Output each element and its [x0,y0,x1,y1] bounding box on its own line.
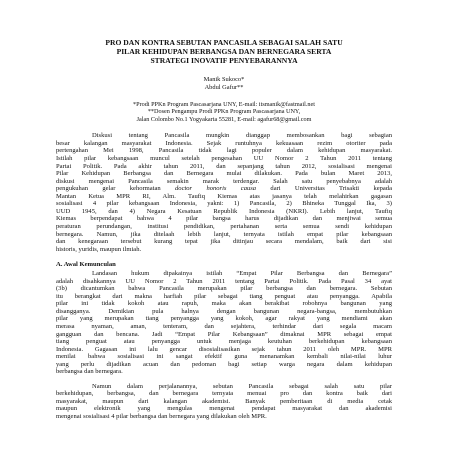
paragraph-line: itu berangkat dari makna harfiah pilar sebagai tiang penguat atau penyangga. Apabila [56,292,392,300]
paragraph-line: menilai bahwa sosialisasi ini sangat efektif guna menanamkan kembali nilai-nilai luhur [56,353,392,361]
section-heading: A. Awal Kemunculan [56,261,116,269]
paragraph-line: tiang penguat atau penyangga untuk menjaga keutuhan berkehidupan kebangsaan [56,338,392,346]
paragraph-line: (3b) dicantumkan bahwa Pancasila merupakan pilar berbangsa dan bernegara. Sebutan [56,285,392,293]
paragraph-line: pilar yang merupakan tiang penyangga yang kokoh, agar rakyat yang mendiami akan [56,315,392,323]
paragraph-line: Namun dalam perjalanannya, sebutan Pancasila sebagai salah satu pilar [92,382,392,390]
body-paragraph [56,383,392,421]
author-name: Manik Sukoco* [203,75,245,83]
affiliation-line: *Prodi PPKn Program Pascasarjana UNY, E-mail: itsmanik@fastmail.net [133,100,315,108]
paragraph-line: dan kenegaraan tersebut kurang tepat jika ditinjau secara mendalam, baik dari sisi [56,238,392,246]
paragraph-line: Diskusi tentang Pancasila mungkin dianggap membosankan bagi sebagian [92,132,392,140]
paragraph-line: pertengahan Mei 1998, Pancasila tidak lagi populer dalam kehidupan masyarakat. [56,147,392,155]
paragraph-line: masyarakat, maupun dari kalangan akademisi. Banyak pemberitaan di media cetak [56,397,392,405]
title-line: PRO DAN KONTRA SEBUTAN PANCASILA SEBAGAI SALAH SATU [105,38,343,47]
paragraph-line: Pilar Kehidupan Berbangsa dan Bernegara mulai dilakukan. Pada bulan Maret 2013, [56,170,392,178]
paragraph-line: yang perlu dijadikan acuan dan pedoman bagi setiap warga negara dalam kehidupan [56,360,392,368]
paragraph-line: gangguan dan bencana. Jadi “Empat Pilar Kebangsaan” dimaknai MPR sebagai empat [56,330,392,338]
title-line: PILAR KEHIDUPAN BERBANGSA DAN BERNEGARA SERTA [116,47,332,57]
paper-title [56,38,392,66]
paragraph-line: merasa nyaman, aman, tenteram, dan sejahtera, terhindar dari segala macam [56,322,392,330]
abstract-paragraph [56,132,392,253]
affiliation-line: **Dosen Pengampu Prodi PPKn Program Pascasarjana UNY, [147,108,301,116]
paragraph-line: peraturan perundangan, institusi pendidikan, pertahanan serta semua sendi kehidupan [56,222,392,230]
paragraph-line: pengukuhan gelar kehormatan doctor honoris causa dari Universitas Trisakti kepada [56,185,392,193]
paragraph-line: Kiemas berpendapat bahwa 4 pilar bangsa harus dijadikan dan menjiwai semua [56,215,392,223]
affiliations [56,101,392,124]
body-paragraph [56,270,392,376]
author-list [56,76,392,92]
paragraph-line: mengenai sosialisasi 4 pilar berbangsa dan bernegara yang dilakukan oleh MPR. [56,412,267,420]
paragraph-line: Mantan Ketua MPR RI, Alm. Taufiq Kiemas atas jasanya telah melahirkan gagasan [56,192,392,200]
paragraph-line: adalah disahkannya UU Nomor 2 Tahun 2011 tentang Partai Politik. Pada Pasal 34 ayat [56,277,392,285]
paragraph-line: pilar ini tidak kokoh atau rapuh, maka akan berakibat robohnya bangunan yang [56,300,392,308]
author-name: Abdul Gafur** [204,83,244,91]
paragraph-line: disangganya. Demikian pula halnya dengan bangunan negara-bangsa, membutuhkan [56,307,392,315]
italic-term: doctor honoris causa [175,185,257,193]
paragraph-line: sosialisasi 4 pilar kebangsaan Indonesia, yakni: 1) Pancasila, 2) Bhineka Tunggal Ika, 3) [56,200,392,208]
paragraph-line: Istilah pilar kebangsaan muncul setelah pengesahan UU Nomor 2 Tahun 2011 tentang [56,155,392,163]
paragraph-line: Landasan hukum dipakainya istilah “Empat Pilar Berbangsa dan Bernegara” [92,270,392,278]
paragraph-line: bernegara. Namun, jika ditelaah lebih lanjut, ternyata istilah empat pilar kebangsaan [56,230,392,238]
paragraph-line: maupun elektronik yang mengulas mengenai pendapat masyarakat dan akademisi [56,405,392,413]
title-line: STRATEGI INOVATIF PENYEBARANNYA [150,56,298,66]
paragraph-line: diskusi mengenai Pancasila semakin marak terdengar. Salah satu penyebabnya adalah [56,177,392,185]
paragraph-line: UUD 1945, dan 4) Negara Kesatuan Republik Indonesia (NKRI). Lebih lanjut, Taufiq [56,207,392,215]
paragraph-line: historis, yuridis, maupun ilmiah. [56,245,142,253]
paragraph-line: berkehidupan, berbangsa, dan bernegara ternyata menuai pro dan kontra baik dari [56,390,392,398]
paragraph-line: besar kalangan masyarakat Indonesia. Sejak runtuhnya kekuasaan rezim otoriter pada [56,139,392,147]
affiliation-line: Jalan Colombo No.1 Yogyakarta 55281, E-mail: agafur68@gmail.com [136,115,312,123]
paragraph-line: Indonesia. Gagasan ini lalu gencar disosialisasikan sejak tahun 2011 oleh MPR. MPR [56,345,392,353]
paragraph-line: Partai Politik. Pada akhir tahun 2011, dan sepanjang tahun 2012, sosialisasi mengenai [56,162,392,170]
paragraph-line: berbangsa dan bernegara. [56,368,123,376]
